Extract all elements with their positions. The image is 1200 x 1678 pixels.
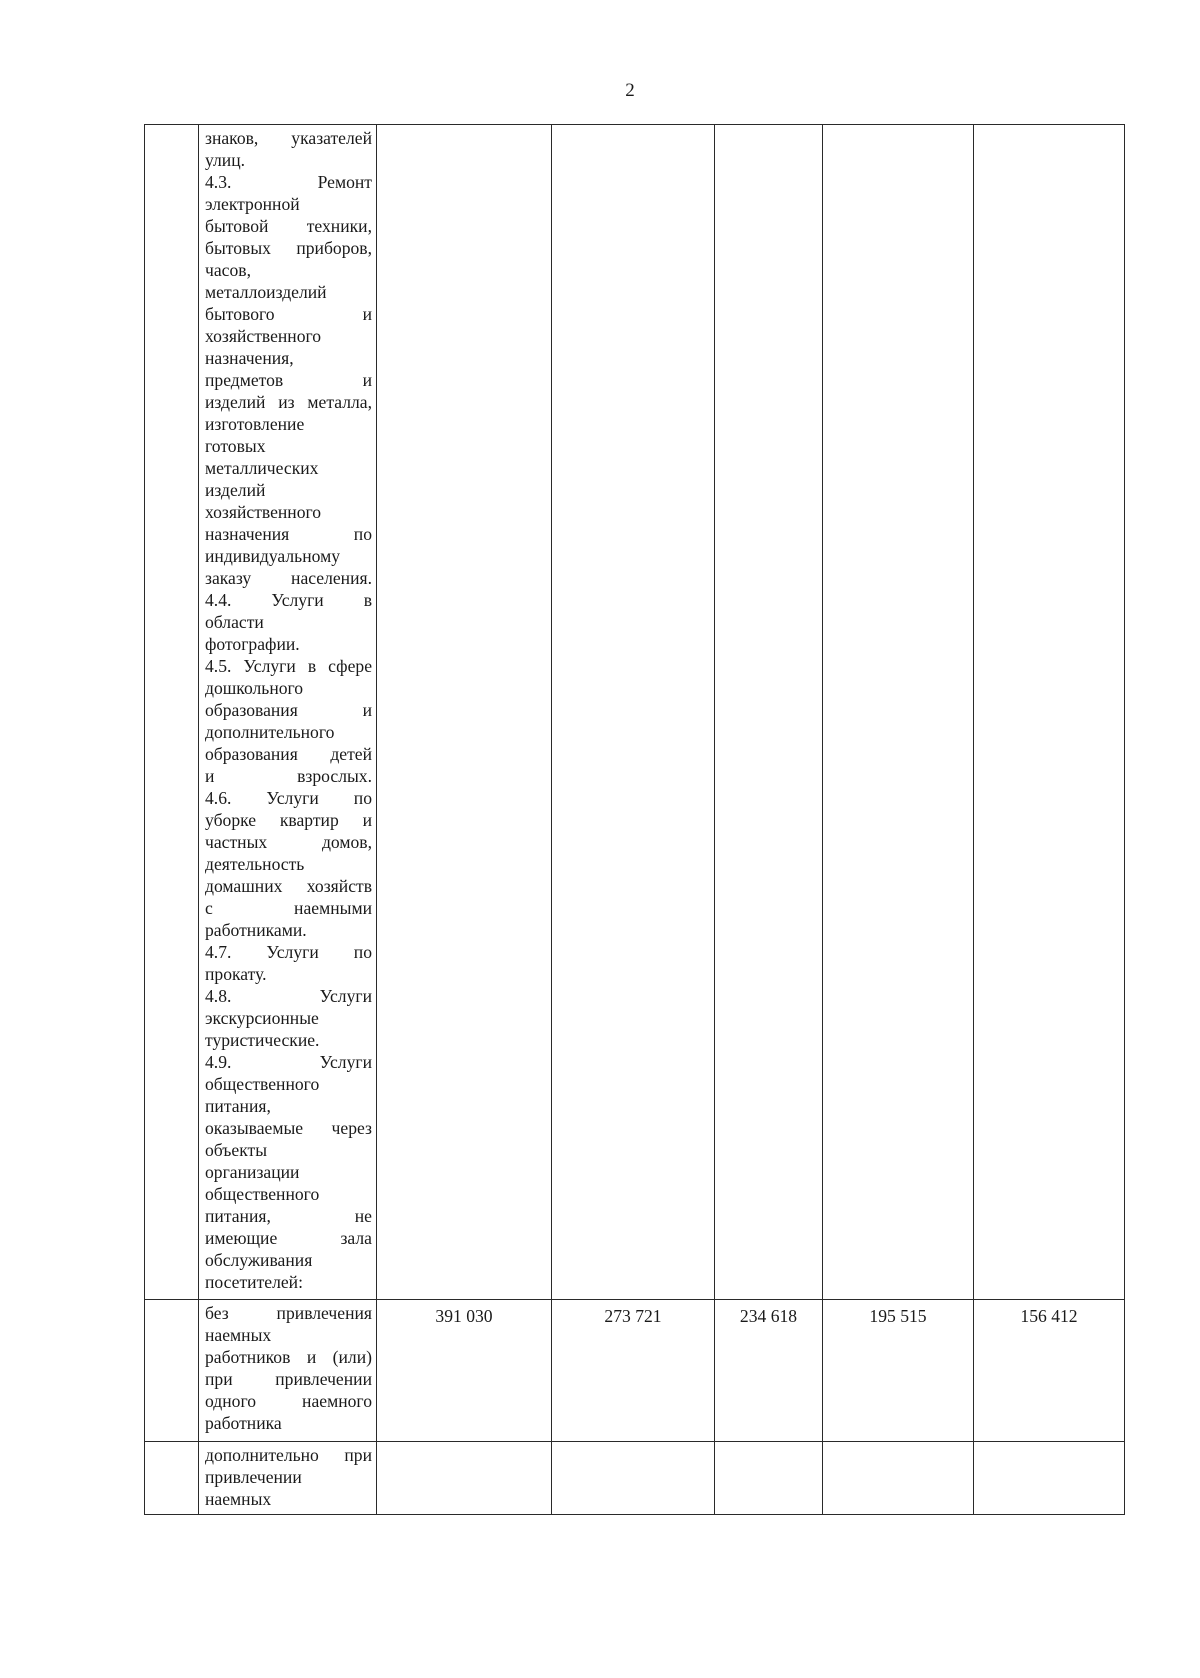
description-line: деятельность — [205, 854, 305, 874]
description-line: часов, — [205, 260, 251, 280]
description-line: туристические. — [205, 1030, 320, 1050]
description-line: изделий из металла, — [205, 392, 372, 412]
description-line: питания, не — [205, 1206, 372, 1226]
description-line: общественного — [205, 1184, 320, 1204]
description-line: электронной — [205, 194, 300, 214]
description-line: 4.5. Услуги в сфере — [205, 656, 372, 676]
description-line: индивидуальному — [205, 546, 341, 566]
description-line: дополнительно при — [205, 1445, 372, 1465]
description-line: домашних хозяйств — [205, 876, 372, 896]
description-line: дошкольного — [205, 678, 304, 698]
description-line: улиц. — [205, 150, 246, 170]
value-cell — [377, 125, 552, 1300]
description-line: уборке квартир и — [205, 810, 372, 830]
description-line: 4.7. Услуги по — [205, 942, 372, 962]
description-line: 4.3. Ремонт — [205, 172, 372, 192]
description-line: хозяйственного — [205, 326, 322, 346]
description-line: частных домов, — [205, 832, 372, 852]
tariff-table — [144, 124, 1125, 1515]
description-line: экскурсионные — [205, 1008, 319, 1028]
description-line: заказу населения. — [205, 568, 372, 588]
value-cell — [974, 125, 1125, 1300]
description-line: 4.4. Услуги в — [205, 590, 372, 610]
description-line: назначения, — [205, 348, 294, 368]
value-cell — [823, 1442, 974, 1515]
description-line: образования и — [205, 700, 372, 720]
description-line: общественного — [205, 1074, 320, 1094]
description-line: без привлечения — [205, 1303, 372, 1323]
description-line: обслуживания — [205, 1250, 313, 1270]
description-line: наемных — [205, 1325, 272, 1345]
value-cell: 391 030 — [377, 1300, 552, 1442]
description-line: бытовой техники, — [205, 216, 372, 236]
description-line: предметов и — [205, 370, 372, 390]
page-number: 2 — [625, 80, 635, 101]
value-cell — [974, 1442, 1125, 1515]
value-cell: 156 412 — [974, 1300, 1125, 1442]
description-line: области — [205, 612, 264, 632]
description-line: при привлечении — [205, 1369, 372, 1389]
number-cell — [145, 1300, 199, 1442]
description-line: 4.9. Услуги — [205, 1052, 372, 1072]
description-cell — [199, 1442, 377, 1515]
description-line: металлических — [205, 458, 319, 478]
description-line: одного наемного — [205, 1391, 372, 1411]
description-line: готовых — [205, 436, 266, 456]
description-line: привлечении — [205, 1467, 302, 1487]
value-cell: 273 721 — [552, 1300, 715, 1442]
description-line: хозяйственного — [205, 502, 322, 522]
value-cell: 234 618 — [715, 1300, 823, 1442]
number-cell — [145, 1442, 199, 1515]
value-cell — [377, 1442, 552, 1515]
description-line: изготовление — [205, 414, 305, 434]
value-cell — [823, 125, 974, 1300]
description-line: назначения по — [205, 524, 372, 544]
table-row-additional-employees — [145, 1442, 1125, 1515]
table-row-no-employees — [145, 1300, 1125, 1442]
description-line: 4.8. Услуги — [205, 986, 372, 1006]
description-line: образования детей — [205, 744, 372, 764]
description-line: наемных — [205, 1489, 272, 1509]
description-line: организации — [205, 1162, 300, 1182]
value-cell: 195 515 — [823, 1300, 974, 1442]
description-line: бытового и — [205, 304, 372, 324]
value-cell — [552, 1442, 715, 1515]
description-line: бытовых приборов, — [205, 238, 372, 258]
description-line: 4.6. Услуги по — [205, 788, 372, 808]
number-cell — [145, 125, 199, 1300]
description-line: дополнительного — [205, 722, 335, 742]
value-cell — [715, 1442, 823, 1515]
description-line: работниками. — [205, 920, 307, 940]
description-line: изделий — [205, 480, 266, 500]
table-row-continuation — [145, 125, 1125, 1300]
description-cell — [199, 1300, 377, 1442]
description-line: питания, — [205, 1096, 271, 1116]
description-line: оказываемые через — [205, 1118, 372, 1138]
description-line: фотографии. — [205, 634, 300, 654]
value-cell — [552, 125, 715, 1300]
description-line: имеющие зала — [205, 1228, 372, 1248]
description-line: прокату. — [205, 964, 267, 984]
description-line: знаков, указателей — [205, 128, 372, 148]
description-line: объекты — [205, 1140, 268, 1160]
value-cell — [715, 125, 823, 1300]
description-cell — [199, 125, 377, 1300]
description-line: металлоизделий — [205, 282, 327, 302]
description-line: работников и (или) — [205, 1347, 372, 1367]
description-line: и взрослых. — [205, 766, 372, 786]
description-line: работника — [205, 1413, 282, 1433]
description-line: посетителей: — [205, 1272, 303, 1292]
description-line: с наемными — [205, 898, 372, 918]
